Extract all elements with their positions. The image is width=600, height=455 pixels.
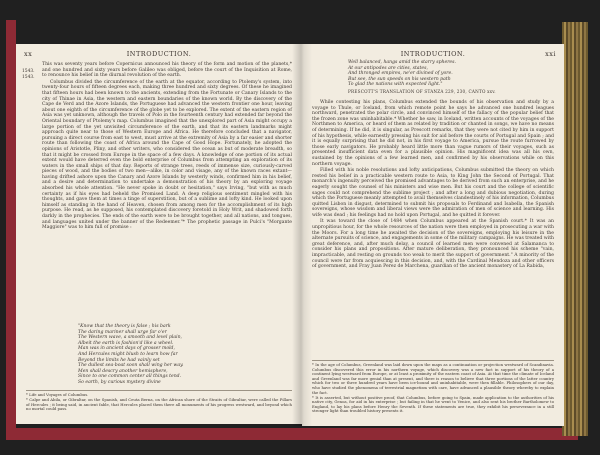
poem-line: And Hercules might blush to learn how far [78,351,178,357]
poem-line: Beyond the limits he had vainly set [78,357,160,363]
right-running-title: INTRODUCTION. [400,50,466,58]
poem-line: The Western wave, a smooth and level plain, [78,335,182,341]
right-footnotes [312,360,554,415]
poem-line: Man was in ancient days of grosser mold, [78,346,175,352]
poem-line: To glad the nations with expected light." [348,82,443,88]
body-paragraph: Columbus divided the circumference of the earth at the equator, according to Ptolemy's system, into twenty-four hours of fifteen degrees each, making three hundred and sixty degrees. Of these he imagined that fifteen hours had been known to the ancients, extending from the Fortunate or Canary Islands to the city of Thinae in Asia, the western and eastern boundaries of the known world. By the discovery of the Cape de Verd and the Azore Islands, the Portuguese had advanced the western frontier one hour, leaving about one eighth of the circumference of the globe yet to be explored. The extent of the eastern region of Asia was yet unknown, although the travels of Polo in the fourteenth century had extended far beyond the Oriental boundary of Ptolemy's map. Columbus imagined that the unexplored part of Asia might occupy a large portion of the yet unvisited circumference of the earth, and that its eastern landmarks might approach quite near to those of Western Europe and Africa. He therefore concluded that a navigator, pursuing a direct course from east to west, must arrive at the extremity of Asia by a far easier and shorter route than following the coast of Africa around the Cape of Good Hope. Fortunately, he adopted the opinions of Aristotle, Pliny, and other writers, who considered the ocean as but of moderate breadth, so that it might be crossed from Europe in the space of a few days. A knowledge of one portion of its actual extent would have deterred even the bold enterprise of Columbus from attempting an exploration of its waters in the small ships of that day. Reports of strange trees, reeds of immense size, curiously-carved pieces of wood, and the bodies of two men—alike, in color and visage, any of the known races extant—having drifted ashore upon the Canary and Azore Islands by westerly winds, confirmed him in his belief, and a desire and determination to undertake a demonstration of his theory by an exploring voyage absorbed his whole attention. "He never spoke in doubt or hesitation," says Irving, "but with as much certainty as if his eyes had beheld the Promised Land. A deep religious sentiment mingled with his thoughts, and gave them at times a tinge of superstition, but of a sublime and lofty kind. He looked upon himself as standing in the hand of Heaven, chosen from among men for the accomplishment of its high purpose. He read, as he supposed, his contemplated discovery foretold in Holy Writ, and shadowed forth darkly in the prophecies. The ends of the earth were to be brought together, and all nations, and tongues, and languages united under the banner of the Redeemer."* The prophetic passage in Pulci's "Morgante Maggiore" was to him full of promise : [42,79,292,231]
left-running-title: INTRODUCTION. [126,50,192,58]
poem-line: So earth, by curious mystery divine [78,379,161,385]
right-running-head [302,50,564,60]
poem-line: At our antipodes are cities, states, [348,65,428,71]
right-body-text [312,100,554,271]
poem-line: The dullest sea-boat soon shall wing her way. [78,363,184,369]
left-body-text [42,62,292,232]
footnote: * In the age of Columbus, Greenland was laid down upon the maps as a continuation or projection westward of Scandinavia. Columbus discovered this error in his northern voyage, which discovery was a new fact in support of his theory of a continent lying westward from Europe, or at least a proximity of the eastern coast of Asia. At that time the climate of Iceland and Greenland was far more genial than at present, and there is reason to believe that three portions of the latter country which for two or three hundred years have been ice-bound and uninhabitable, were then fillable. Philosophers of our day, who have studied the phenomena of terrestrial magnetism with care, have advanced a plausible theory whereby to explain the fact. [312,362,554,395]
left-page [16,44,302,424]
body-paragraph: It was toward the close of 1484 when Columbus appeared at the Spanish court.* It was an unpropitious hour, for the whole resources of the nation were then employed in prosecuting a war with the Moors. For a long time he awaited the decision of the sovereigns, employing his leisure in the alternate pursuits of science, and engagements in some of the military campaigns. He was treated with great deference, and, after much delay, a council of learned men were convened at Salamanca to consider his plans and propositions. After mature deliberation, they pronounced his scheme "vain, impracticable, and resting on grounds too weak to merit the support of government." A minority of the council were far from acquiescing in this decision, and, with the Cardinal Mendoza and other officers of government, and Fray Juan Perez de Marchena, guardian of the ancient monastery of La Rabida, [312,219,554,270]
body-paragraph: This was seventy years before Copernicus announced his theory of the form and motion of the planets,* and one hundred and sixty years before Galileo was obliged, before the court of the Inquisition at Rome, to renounce his belief in the diurnal revolution of the earth. [42,62,292,79]
right-page [302,44,564,426]
poem-attribution: PRESCOTT'S TRANSLATION OF STANZA 229, 230, CANTO xxv. [348,88,496,94]
left-footnotes [26,390,292,412]
poem-line: "Know that the theory is false ; his bark [78,324,171,329]
poem-line: Men shall descry another hemisphere, [78,368,168,374]
margin-year: 1543. [22,74,35,80]
book-cover-bottom-edge [6,428,578,440]
poem-line: Since to one common center all things tend. [78,374,182,380]
body-paragraph: While contesting his plans, Columbus extended the bounds of his observation and study by a voyage to Thule, or Iceland, from which remote point he says he advanced one hundred leagues northward, penetrated the polar circle, and convinced himself of the fallacy of the popular belief that the frozen zone was uninhabitable.* Whether he saw, in Iceland, written accounts of the voyages of the Northmen to America, or heard of them as related by tradition or chanted in songs, we have no means of determining. If he did, it is singular, as Prescott remarks, that they were not cited by him in support of his hypothesis, while earnestly pressing his suit for aid before the courts of Portugal and Spain ; and it is equally surprising that he did not, in his first voyage to America, pursue the route furrowed by those early navigators. He probably heard little more than vague rumors of their voyages, such as presented insufficient data even for a plausible opinion. His magnificent idea was all his own, sustained by the opinions of a few learned men, and confirmed by his observations while on this northern voyage. [312,100,554,167]
poem-line: Well balanced, hangs amid the starry spheres. [348,60,456,65]
poem-line: The daring mariner shall urge far o'er [78,329,167,335]
margin-year: 1543. [22,69,35,74]
poem-line: Albeit the earth is fashion'd like a wheel. [78,340,174,346]
poem-line: But see, the sun speeds on his western path [348,76,451,82]
left-page-number: xx [24,50,33,58]
footnote: * Calpe and Abila, or Gibraltar, on the Spanish, and Ceuta Berna, on the African shore of the Straits of Gibraltar, were called the Pillars of Hercules ; it being said, in ancient fable, that Hercules placed them there all monuments of his progress westward, and beyond which no mortal could pass. [26,397,292,412]
right-poem [348,60,496,95]
footnote: * It is asserted, but without positive proof, that Columbus, before going to Spain, made application to the authorities of his native city, Genoa, for aid in his enterprise ; but failing in that he went to Venice, and also sent his brother Bartholomew to England, to lay his plans before Henry the Seventh. If these statements are true, they exhibit his perseverance in a still stronger light than troubled history presents it. [312,394,554,414]
footnote: * Life and Voyages of Columbus. [26,392,89,397]
book-page-edges [562,22,588,436]
book-cover-left-edge [6,20,16,438]
left-poem [78,324,184,386]
poem-line: And thronged empires, ne'er divined of yore. [348,71,453,77]
left-margin-notes [22,69,35,80]
left-running-head [16,50,302,60]
right-page-number: xxi [545,50,556,58]
body-paragraph: Filled with his noble resolutions and lofty anticipations, Columbus submitted the theory on which rested his belief in a practicable western route to Asia, to King John the Second of Portugal. That monarch's ingenuity perceived the promised advantages to be derived from such an enterprise, and he eagerly sought the counsel of his ministers and wise men. But his court and the college of scientific sages could not comprehend the sublime project ; and after a long and dubious negotiation, during which the Portuguese meanly attempted to avail themselves clandestinely of his information, Columbus quitted Lisbon in disgust, determined to submit his proposals to Ferdinand and Isabella, the Spanish sovereigns, whose wisdom and liberal views were the admiration of men of science and learning. His wife was dead ; his feelings had no hold upon Portugal, and he quitted it forever. [312,168,554,218]
